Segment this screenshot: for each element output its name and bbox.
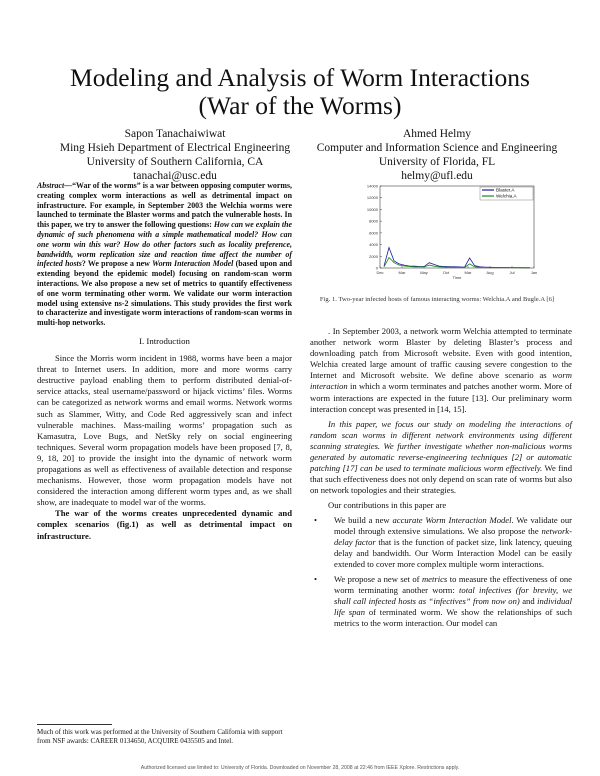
item-text: to measure the effectiveness of one worm terminating another worm: [334, 573, 572, 596]
title-line-2: (War of the Worms) [198, 91, 402, 120]
y-tick-label: 10000 [366, 206, 378, 212]
x-tick-label: Dec [376, 270, 384, 275]
y-tick-label: 6000 [369, 230, 378, 236]
x-tick-label: Aug [486, 270, 494, 275]
emphasis: individual life span [334, 596, 572, 618]
abstract-text: ? We propose a new [81, 259, 153, 269]
item-text: We propose a new set of [334, 573, 422, 584]
paragraph-text: . In September 2003, a network worm Welchia attempted to terminate another network worm Blaster by deleting Blaster’s process and downloading patch from Microsoft website. Even with good intention, Welchia created large amount of traffic causing severe congestion to the Internet and Microsoft website. We define above scenario as [310, 326, 572, 381]
legend-label: Welchia.A [496, 193, 517, 199]
bullet-icon: • [314, 514, 318, 525]
item-text: . We validate our model through extensive simulations. We also propose the [334, 514, 572, 536]
download-notice: Authorized licensed use limited to: University of Florida. Downloaded on November 28, 2008 at 22:46 from IEEE Xplore. Restrictions apply. [140, 765, 460, 771]
author-block-1 [50, 127, 300, 183]
author-email: tanachai@usc.edu [133, 170, 217, 182]
y-tick-label: 2000 [369, 253, 378, 259]
right-paragraph-1 [310, 326, 572, 415]
x-tick-label: Oct [442, 270, 450, 275]
list-item [310, 574, 572, 629]
emphasis: In this paper, we focus our study on modeling the interactions of random scan worms in different network environments using different scanning strategies. We further investigate whether non-malicious worms generated by automatic reverse-engineering techniques [2] or automatic patching [17] can be used to terminate malicious worm effectively. [310, 418, 572, 474]
author-univ: University of Southern California, CA [86, 156, 264, 168]
abstract-label: Abstract [37, 181, 65, 190]
y-tick-label: 8000 [369, 218, 378, 224]
title-line-1: Modeling and Analysis of Worm Interactions [70, 63, 530, 92]
abstract-model-name: Worm Interaction Model [152, 259, 234, 269]
author-dept: Ming Hsieh Department of Electrical Engineering [59, 142, 291, 154]
intro-paragraph: Since the Morris worm incident in 1988, worms have been a major threat to Internet users. In addition, more and more worms carry destructive payload enabling them to perform distributed denial-of-service attacks, steal username/password or hijack victims’ files. Worms can be categorized as network worms and email worms. Network worms such as Slammer, Witty, and Code Red aggressively scan and infect vulnerable machines. Mass-mailing worms’ propagation such as Kamasutra, Love Bugs, and NetSky rely on social engineering techniques. Several worm propagation models have been proposed [7, 8, 9, 18, 20] to provide the insight into the dynamic of network worm propagations as well as effectiveness of available detection and response mechanisms. However, those worm propagation models have not considered the interaction among different worm types and, as we shall show, are inadequate to model war of the worms. [37, 353, 292, 508]
contrib-intro: Our contributions in this paper are [328, 500, 447, 511]
paragraph-text: We find that such effectiveness does not only depend on scan rate of worms but also on network topologies and their strategies. [310, 463, 572, 496]
right-paragraph-2 [310, 419, 572, 497]
item-text: and [519, 596, 538, 607]
x-axis-label: Time [452, 275, 462, 280]
author-block-2 [302, 127, 572, 183]
y-tick-label: 14000 [366, 183, 378, 189]
emphasis: network-delay factor [334, 525, 572, 547]
figure-chart [358, 180, 540, 290]
x-tick-label: Jul [509, 270, 515, 275]
y-tick-label: 12000 [366, 195, 378, 201]
paragraph-text: in which a worm terminates and patches another worm. More of worm interactions are expected in the future [13]. Our preliminary worm interaction concept was presented in [14, 15]. [310, 381, 572, 414]
author-name: Ahmed Helmy [402, 128, 472, 140]
x-tick-label: Jan [530, 270, 538, 275]
abstract-text: (based upon and extending beyond the epidemic model) focusing on random-scan worm interactions. We also propose a new set of metrics to quantify effectiveness of one worm terminating other worm. We validate our worm interaction model using extensive ns-2 simulations. This study provides the first work to characterize and investigate worm interactions of random-scan worms in multi-hop networks. [37, 259, 292, 328]
paper-title [0, 64, 600, 120]
item-text: that is the function of packet size, link latency, queuing delay and bandwidth. Our Worm Interaction Model can be easily extended to cover more complex multiple worm interactions. [334, 536, 572, 569]
author-name: Sapon Tanachaiwiwat [124, 128, 226, 140]
y-tick-label: 0 [375, 265, 378, 271]
abstract-text: —“War of the worms” is a war between opposing computer worms, creating complex worm interactions as well as detrimental impact on infrastructure. For example, in September 2003 the Welchia worms were launched to terminate the Blaster worms and patch the vulnerable hosts. In this paper, we try to answer the following questions: [37, 181, 292, 230]
y-tick-label: 4000 [369, 242, 378, 248]
section-heading: I. Introduction [139, 335, 190, 346]
x-tick-label: Mar [464, 270, 472, 275]
item-text: of terminated worm. We show the relationships of such metrics to the worm interaction. Our model can [334, 607, 572, 629]
left-column [37, 181, 292, 542]
x-tick-label: Mar [398, 270, 406, 275]
emphasis: total infectives (for brevity, we shall call infected hosts as “infectives” from now on) [334, 585, 573, 607]
figure-caption: Fig. 1. Two-year infected hosts of famous interacting worms: Welchia.A and Bugle.A [6] [319, 296, 555, 303]
emphasis: worm interaction [310, 370, 572, 392]
emphasis: accurate Worm Interaction Model [392, 514, 512, 525]
list-item [310, 515, 572, 570]
x-tick-label: May [420, 270, 428, 275]
author-univ: University of Florida, FL [378, 156, 496, 168]
author-email: helmy@ufl.edu [401, 170, 473, 182]
right-column [310, 326, 572, 633]
footnote-rule [37, 724, 112, 725]
intro-bold-paragraph: The war of the worms creates unprecedented dynamic and complex scenarios (fig.1) as well as detrimental impact on infrastructure. [37, 508, 292, 541]
item-text: We build a new [334, 514, 393, 525]
contributions-list [310, 515, 572, 630]
abstract-questions: How can we explain the dynamic of such phenomena with a simple mathematical model? How can one worm win this war? How do other factors such as locality preference, bandwidth, worm replication size and reaction time affect the number of infected hosts [37, 220, 292, 269]
bullet-icon: • [314, 573, 318, 584]
emphasis: metrics [421, 573, 448, 584]
footnote: Much of this work was performed at the University of Southern California with support from NSF awards: CAREER 0134650, ACQUIRE 0435505 and Intel. [37, 728, 283, 745]
legend-label: Blaster.A [496, 187, 515, 193]
abstract [37, 181, 292, 328]
author-dept: Computer and Information Science and Engineering [316, 142, 558, 154]
